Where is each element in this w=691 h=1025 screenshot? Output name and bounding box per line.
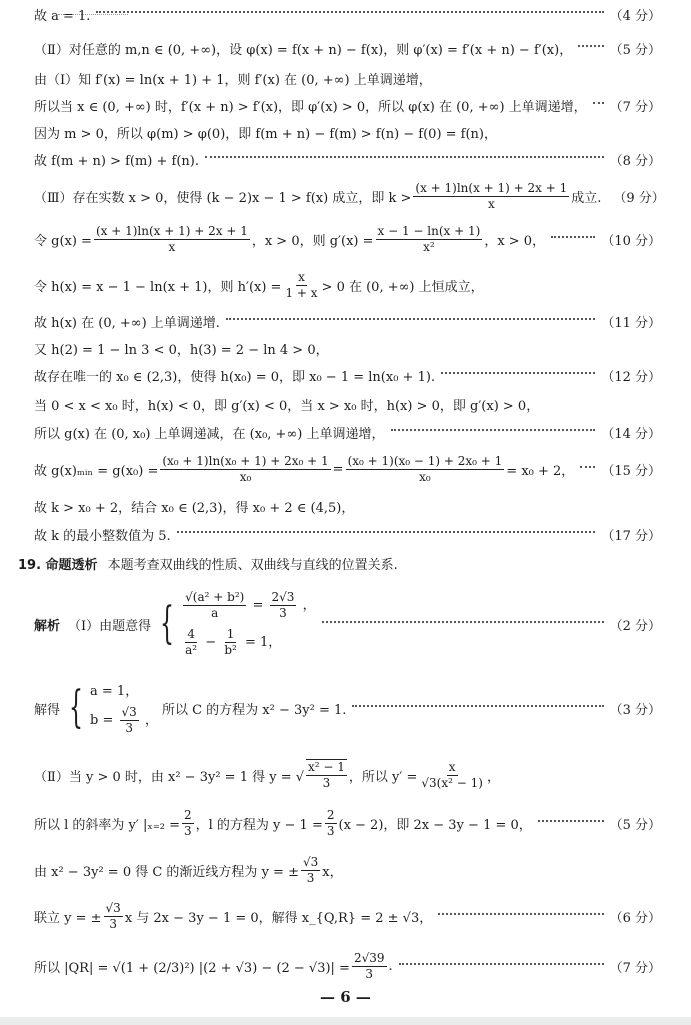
leader-dots: [226, 318, 595, 320]
fraction: [120, 705, 139, 736]
fraction-numerator: √3: [302, 854, 319, 869]
line-text: 当 0 < x < x₀ 时，h(x) < 0，即 g′(x) < 0，当 x > x₀ 时，h(x) > 0，即 g′(x) > 0，: [34, 398, 540, 414]
fraction-denominator: a²: [185, 643, 198, 657]
fraction-numerator: √3: [105, 900, 121, 915]
line-14: [34, 450, 661, 488]
score-label: （11 分）: [601, 315, 661, 331]
brace-icon: {: [160, 598, 175, 649]
line-5: [34, 149, 661, 169]
score-label: （3 分）: [609, 702, 661, 718]
score-label: （2 分）: [609, 618, 661, 634]
line-text: (x − 2)，即 2x − 3y − 1 = 0，: [338, 817, 532, 833]
fraction-denominator: 1 + x: [285, 285, 318, 300]
fraction-numerator: x: [298, 269, 305, 284]
fraction-denominator: a: [211, 606, 219, 620]
score-label: （4 分）: [609, 8, 661, 24]
fraction-numerator: √3: [121, 705, 137, 719]
system-row: [90, 705, 158, 736]
line-text: ，x > 0，则 g′(x) =: [251, 233, 374, 249]
line-text: 因为 m > 0，所以 φ(m) > φ(0)，即 f(m + n) − f(m) > f(n) − f(0) = f(n)，: [34, 126, 498, 142]
line-text: ，x > 0，: [484, 233, 546, 249]
fraction-denominator: x²: [423, 239, 435, 254]
leader-dots: [177, 531, 596, 533]
score-label: （9 分）: [613, 190, 665, 206]
fraction-denominator: √3(x² − 1): [421, 775, 483, 790]
score-label: （6 分）: [609, 910, 661, 926]
line-4: [34, 122, 661, 142]
page-number: — 6 —: [320, 988, 371, 1006]
fraction-denominator: x₀: [239, 469, 252, 484]
leader-dots: [578, 45, 603, 47]
line-text: 由 x² − 3y² = 0 得 C 的渐近线方程为 y = ±: [34, 864, 299, 880]
score-label: （15 分）: [601, 463, 661, 479]
line-text: > 0 在 (0, +∞) 上恒成立，: [321, 279, 484, 295]
line-text: 联立 y = ±: [34, 910, 102, 926]
line-text: 所以当 x ∈ (0, +∞) 时，f′(x + n) > f′(x)，即 φ′(x) > 0，所以 φ(x) 在 (0, +∞) 上单调递增，: [34, 99, 587, 115]
fraction: [301, 855, 320, 886]
fraction: [413, 181, 569, 212]
fraction: [283, 270, 319, 301]
radical-fraction: [306, 759, 347, 791]
line-2: [34, 68, 661, 88]
line-text: 令 g(x) =: [34, 233, 92, 249]
equation-system: [62, 680, 158, 736]
fraction-denominator: 3: [326, 823, 335, 838]
line-top: [34, 6, 661, 22]
line-text: = 1，: [244, 635, 282, 650]
leader-dots: [391, 429, 596, 431]
fraction-denominator: x: [168, 239, 176, 254]
system-row: a = 1，: [90, 684, 139, 699]
line-text: 所以 g(x) 在 (0, x₀) 上单调递减，在 (x₀, +∞) 上单调递增，: [34, 426, 385, 442]
fraction-denominator: x: [487, 196, 495, 211]
line-text: ，: [302, 598, 316, 613]
line-23: [34, 946, 661, 986]
line-8: [34, 268, 661, 302]
line-text: 所以 |QR| = √(1 + (2/3)²) |(2 + √3) − (2 − √3)| =: [34, 960, 350, 976]
fraction: [270, 590, 297, 621]
line-22: [34, 898, 661, 934]
score-label: （17 分）: [601, 528, 661, 544]
score-label: （8 分）: [609, 153, 661, 169]
fraction-numerator: 4: [187, 627, 195, 641]
fraction-denominator: b²: [224, 643, 237, 657]
line-text: ，所以 y′ =: [348, 769, 418, 785]
line-text: 故 h(x) 在 (0, +∞) 上单调递增.: [34, 315, 220, 331]
leader-dots: [352, 705, 603, 707]
fraction-numerator: x − 1 − ln(x + 1): [377, 223, 481, 238]
line-12: [34, 394, 661, 414]
leader-dots: [322, 621, 604, 623]
line-10: [34, 338, 661, 358]
line-text: .: [388, 958, 393, 974]
line-16: [34, 524, 661, 544]
system-row: [181, 627, 315, 658]
score-label: （5 分）: [609, 42, 661, 58]
line-1: [34, 38, 661, 58]
line-text: =: [332, 461, 344, 477]
fraction-denominator: 3: [109, 916, 117, 931]
line-text: x，: [322, 864, 343, 880]
line-21: [34, 852, 661, 888]
fraction-numerator: 2√39: [353, 950, 385, 965]
line-text: 故 g(x)ₘᵢₙ = g(x₀) =: [34, 463, 159, 479]
fraction-numerator: √(a² + b²): [185, 590, 245, 604]
line-11: [34, 365, 661, 385]
line-text: =: [252, 598, 264, 613]
fraction-numerator: (x₀ + 1)(x₀ − 1) + 2x₀ + 1: [347, 453, 503, 468]
line-15: [34, 496, 661, 516]
leader-dots: [441, 372, 595, 374]
fraction-numerator: 2: [326, 807, 335, 822]
bottom-edge: [0, 1017, 691, 1025]
line-text: b =: [90, 713, 114, 728]
score-label: （10 分）: [601, 233, 661, 249]
line-20: [34, 805, 661, 841]
fraction: [183, 627, 199, 658]
line-text: （Ⅱ）对任意的 m,n ∈ (0, +∞)，设 φ(x) = f(x + n) − f(x)，则 φ′(x) = f′(x + n) − f′(x)，: [34, 42, 573, 58]
leader-dots: [551, 236, 595, 238]
system-rows: [90, 680, 158, 736]
fraction: [222, 627, 239, 658]
line-text: ，: [486, 769, 500, 785]
line-text: （Ⅲ）存在实数 x > 0，使得 (k − 2)x − 1 > f(x) 成立，即 k >: [34, 190, 412, 206]
line-18: [34, 676, 661, 740]
fraction-denominator: 3: [306, 870, 315, 885]
line-7: [34, 221, 661, 257]
brace-icon: {: [69, 682, 84, 733]
fraction: [160, 454, 330, 485]
line-text: （Ⅰ）由题意得: [68, 618, 152, 634]
line-text: 故 a = 1.: [34, 8, 91, 24]
line-text: 故 k 的最小整数值为 5.: [34, 528, 171, 544]
system-row: [181, 590, 315, 621]
fraction-numerator: (x + 1)ln(x + 1) + 2x + 1: [415, 180, 568, 195]
leader-dots: [580, 466, 595, 468]
question-19-header: [18, 553, 661, 573]
fraction: [183, 590, 246, 621]
fraction: [182, 808, 194, 839]
fraction: [325, 808, 337, 839]
question-label: 19. 命题透析: [18, 557, 98, 573]
equation-system: [153, 590, 315, 658]
line-text: 成立.: [571, 190, 602, 206]
fraction-denominator: 3: [125, 721, 133, 735]
line-text: 故存在唯一的 x₀ ∈ (2,3)，使得 h(x₀) = 0，即 x₀ − 1 = ln(x₀ + 1).: [34, 369, 436, 385]
fraction-numerator: 2√3: [271, 590, 295, 604]
line-text: 本题考查双曲线的性质、双曲线与直线的位置关系.: [107, 557, 398, 573]
fraction-denominator: x₀: [419, 469, 431, 484]
fraction-numerator: 1: [226, 627, 235, 641]
fraction-numerator: x: [448, 759, 456, 774]
score-label: （7 分）: [609, 99, 661, 115]
line-text: −: [205, 635, 217, 650]
line-text: 故 f(m + n) > f(m) + f(n).: [34, 153, 200, 169]
fraction: [94, 224, 250, 255]
line-19: [34, 754, 661, 796]
fraction: [346, 454, 505, 485]
section-label: 解析: [34, 618, 61, 634]
fraction-numerator: 2: [183, 807, 192, 822]
line-text: 故 k > x₀ + 2，结合 x₀ ∈ (2,3)，得 x₀ + 2 ∈ (4,5)，: [34, 500, 355, 516]
score-label: （5 分）: [609, 817, 661, 833]
line-text: ，: [144, 713, 158, 728]
line-text: ，l 的方程为 y − 1 =: [195, 817, 323, 833]
leader-dots: [438, 913, 603, 915]
fraction: [419, 760, 485, 791]
line-9: [34, 311, 661, 331]
line-text: 又 h(2) = 1 − ln 3 < 0，h(3) = 2 − ln 4 > 0，: [34, 342, 329, 358]
score-label: （12 分）: [601, 369, 661, 385]
score-label: （14 分）: [601, 426, 661, 442]
fraction-numerator: (x + 1)ln(x + 1) + 2x + 1: [95, 223, 248, 238]
line-text: 所以 l 的斜率为 y′ |ₓ₌₂ =: [34, 817, 180, 833]
fraction-numerator: x² − 1: [308, 760, 345, 774]
line-text: x 与 2x − 3y − 1 = 0，解得 x_{Q,R} = 2 ± √3，: [124, 910, 433, 926]
fraction-denominator: 3: [183, 823, 192, 838]
line-6: [34, 178, 665, 214]
line-text: = x₀ + 2，: [506, 463, 575, 479]
line-13: [34, 422, 661, 442]
fraction-numerator: (x₀ + 1)ln(x₀ + 1) + 2x₀ + 1: [162, 453, 329, 468]
fraction-denominator: 3: [365, 966, 374, 981]
line-text: （Ⅱ）当 y > 0 时，由 x² − 3y² = 1 得 y = √: [34, 769, 305, 785]
leader-dots: [399, 963, 604, 965]
fraction: [352, 951, 387, 982]
fraction: [376, 224, 483, 255]
leader-dots: [538, 820, 604, 822]
score-label: （7 分）: [609, 960, 661, 976]
leader-dots: [593, 102, 604, 104]
line-text: 解得: [34, 702, 61, 718]
line-text: 所以 C 的方程为 x² − 3y² = 1.: [161, 702, 347, 718]
fraction-denominator: 3: [279, 606, 287, 620]
fraction: [104, 901, 123, 932]
line-17: [34, 588, 661, 660]
system-rows: [181, 590, 315, 658]
line-text: 令 h(x) = x − 1 − ln(x + 1)，则 h′(x) =: [34, 279, 282, 295]
fraction-denominator: 3: [322, 776, 331, 790]
line-text: 由（Ⅰ）知 f′(x) = ln(x + 1) + 1，则 f′(x) 在 (0, +∞) 上单调递增，: [34, 72, 432, 88]
line-3: [34, 95, 661, 115]
leader-dots: [96, 11, 603, 13]
leader-dots: [205, 156, 604, 158]
